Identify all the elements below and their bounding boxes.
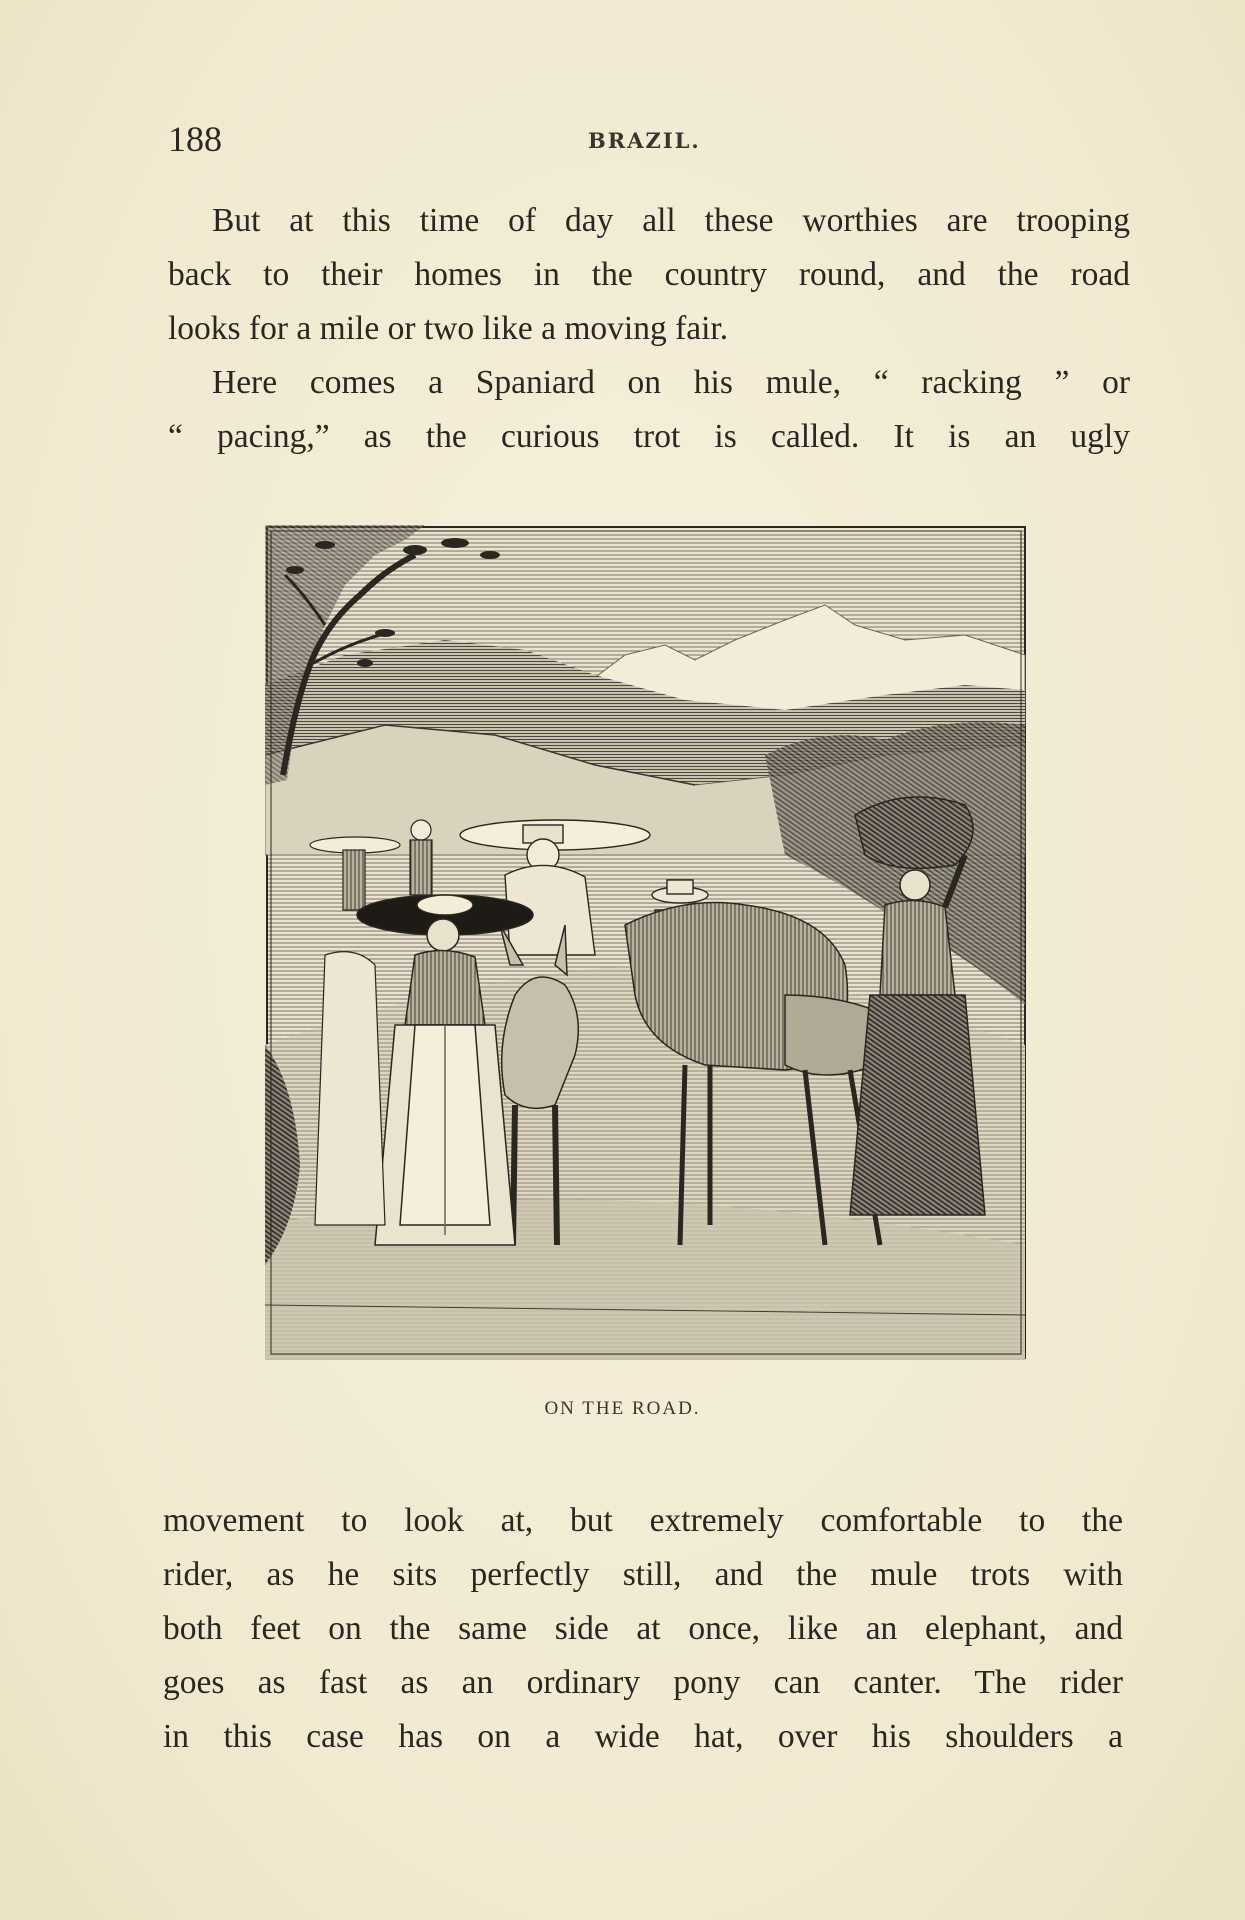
text-line: movement to look at, but extremely comfortable to the (163, 1502, 1123, 1539)
engraving-illustration (265, 525, 1027, 1360)
text-line: rider, as he sits perfectly still, and the mule trots with (163, 1556, 1123, 1593)
text-line: But at this time of day all these worthies are trooping (212, 202, 1130, 239)
text-line: both feet on the same side at once, like an elephant, and (163, 1610, 1123, 1647)
text-line: goes as fast as an ordinary pony can canter. The rider (163, 1664, 1123, 1701)
text-line: looks for a mile or two like a moving fair. (168, 310, 729, 347)
body-text-bottom (163, 1494, 1123, 1764)
text-line: Here comes a Spaniard on his mule, “ racking ” or (212, 364, 1130, 401)
text-line: back to their homes in the country round, and the road (168, 256, 1130, 293)
figure-caption: ON THE ROAD. (544, 1398, 701, 1419)
text-line: “ pacing,” as the curious trot is called. It is an ugly (168, 418, 1130, 455)
page-header (168, 118, 1128, 162)
page-number: 188 (168, 119, 222, 159)
body-text-top (168, 194, 1130, 464)
text-line: in this case has on a wide hat, over his shoulders a (163, 1718, 1123, 1755)
running-head: BRAZIL. (588, 128, 701, 153)
